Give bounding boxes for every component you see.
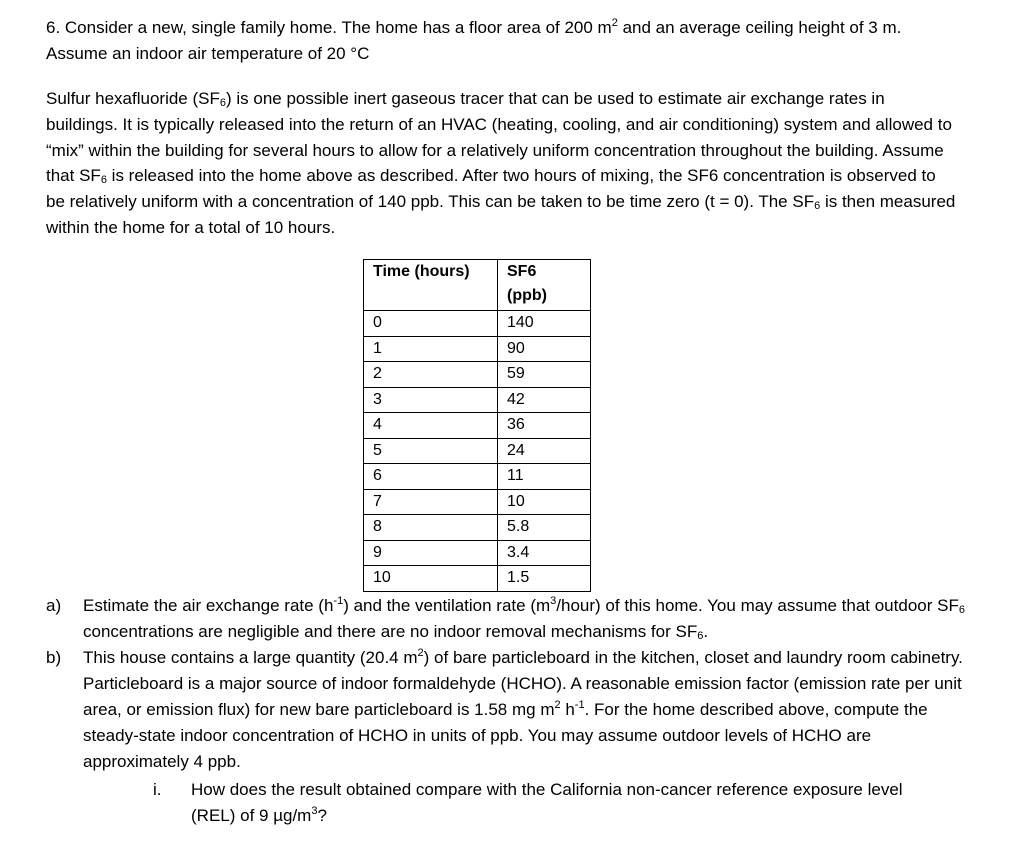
sf6-cell: 36	[498, 413, 591, 439]
superscript: -1	[574, 699, 585, 711]
question-text: .	[703, 622, 709, 641]
time-cell: 1	[364, 336, 498, 362]
question-text: Estimate the air exchange rate (h	[83, 596, 334, 615]
question-text: ) and the ventilation rate (m	[343, 596, 551, 615]
sf6-cell: 3.4	[498, 540, 591, 566]
sf6-cell: 5.8	[498, 515, 591, 541]
superscript: 2	[417, 647, 424, 659]
table-row	[364, 387, 591, 413]
intro-text-tail: and an average ceiling height of 3 m. Assume an indoor air temperature of 20 °C	[46, 18, 902, 63]
question-text: ) of bare particleboard in the kitchen, closet and laundry room cabinetry. Particleboard is a major source of indoor formaldehyde (HCHO). A reasonable emission factor (emission rate per unit area, or emission flux) for new bare particleboard is 1.58 mg m	[83, 648, 963, 719]
sf6-cell: 11	[498, 464, 591, 490]
superscript: 2	[554, 699, 561, 711]
table-header-row	[364, 260, 591, 311]
time-cell: 10	[364, 566, 498, 592]
time-cell: 5	[364, 438, 498, 464]
table-row	[364, 566, 591, 592]
paragraph-text: is released into the home above as described. After two hours of mixing, the SF6 concentration is observed to be relatively uniform with a concentration of 140 ppb. This can be taken to be time zero (t = 0). The SF	[46, 166, 936, 212]
intro-exponent: 2	[611, 17, 618, 29]
question-text: ?	[317, 806, 327, 825]
question-b-label: b)	[46, 648, 62, 667]
table-row	[364, 438, 591, 464]
time-column-header: Time (hours)	[364, 260, 498, 311]
question-a	[46, 593, 966, 645]
table-row	[364, 489, 591, 515]
sf6-cell: 10	[498, 489, 591, 515]
question-b-i	[46, 777, 926, 829]
sf6-cell: 42	[498, 387, 591, 413]
question-list	[46, 593, 966, 775]
time-cell: 3	[364, 387, 498, 413]
paragraph-text: ) is one possible inert gaseous tracer that can be used to estimate air exchange rates in buildings. It is typically released into the return of an HVAC (heating, cooling, and air conditioning) system and allowed to “mix” within the building for several hours to allow for a relatively uniform concentration throughout the building. Assume that SF	[46, 89, 952, 186]
question-text: /hour) of this home. You may assume that outdoor SF	[556, 596, 959, 615]
sf6-cell: 24	[498, 438, 591, 464]
sf6-cell: 59	[498, 362, 591, 388]
sf6-data-table	[363, 259, 591, 592]
table-row	[364, 540, 591, 566]
superscript: -1	[333, 595, 344, 607]
sf6-cell: 90	[498, 336, 591, 362]
problem-intro	[46, 15, 956, 67]
sf6-column-header	[498, 260, 591, 311]
question-b-i-label: i.	[153, 780, 162, 799]
superscript: 3	[311, 805, 318, 817]
time-cell: 8	[364, 515, 498, 541]
question-text: concentrations are negligible and there are no indoor removal mechanisms for SF	[83, 622, 698, 641]
sf6-cell: 1.5	[498, 566, 591, 592]
time-cell: 2	[364, 362, 498, 388]
table-row	[364, 464, 591, 490]
sf6-cell: 140	[498, 311, 591, 337]
question-text: How does the result obtained compare with the California non-cancer reference exposure level (REL) of 9 µg/m	[191, 780, 903, 825]
question-a-label: a)	[46, 596, 62, 615]
question-b	[46, 645, 966, 775]
subscript: 6	[697, 630, 704, 642]
time-cell: 4	[364, 413, 498, 439]
table-row	[364, 362, 591, 388]
superscript: 3	[550, 595, 557, 607]
table-row	[364, 413, 591, 439]
table-row	[364, 311, 591, 337]
question-text: h	[560, 700, 575, 719]
time-cell: 0	[364, 311, 498, 337]
subscript: 6	[958, 604, 965, 616]
intro-text: 6. Consider a new, single family home. The home has a floor area of 200 m	[46, 18, 612, 37]
sf6-column-header-text: SF6 (ppb)	[507, 263, 547, 304]
paragraph-text: is then measured within the home for a total of 10 hours.	[46, 192, 956, 237]
subscript: 6	[814, 200, 821, 213]
tracer-paragraph	[46, 86, 956, 241]
question-text: . For the home described above, compute the steady-state indoor concentration of HCHO in units of ppb. You may assume outdoor levels of HCHO are approximately 4 ppb.	[83, 700, 928, 771]
subscript: 6	[219, 97, 226, 109]
question-text: This house contains a large quantity (20.4 m	[83, 648, 418, 667]
table-row	[364, 336, 591, 362]
table-row	[364, 515, 591, 541]
time-cell: 6	[364, 464, 498, 490]
paragraph-text: Sulfur hexafluoride (SF	[46, 89, 220, 108]
subscript: 6	[100, 174, 107, 187]
time-cell: 9	[364, 540, 498, 566]
time-cell: 7	[364, 489, 498, 515]
